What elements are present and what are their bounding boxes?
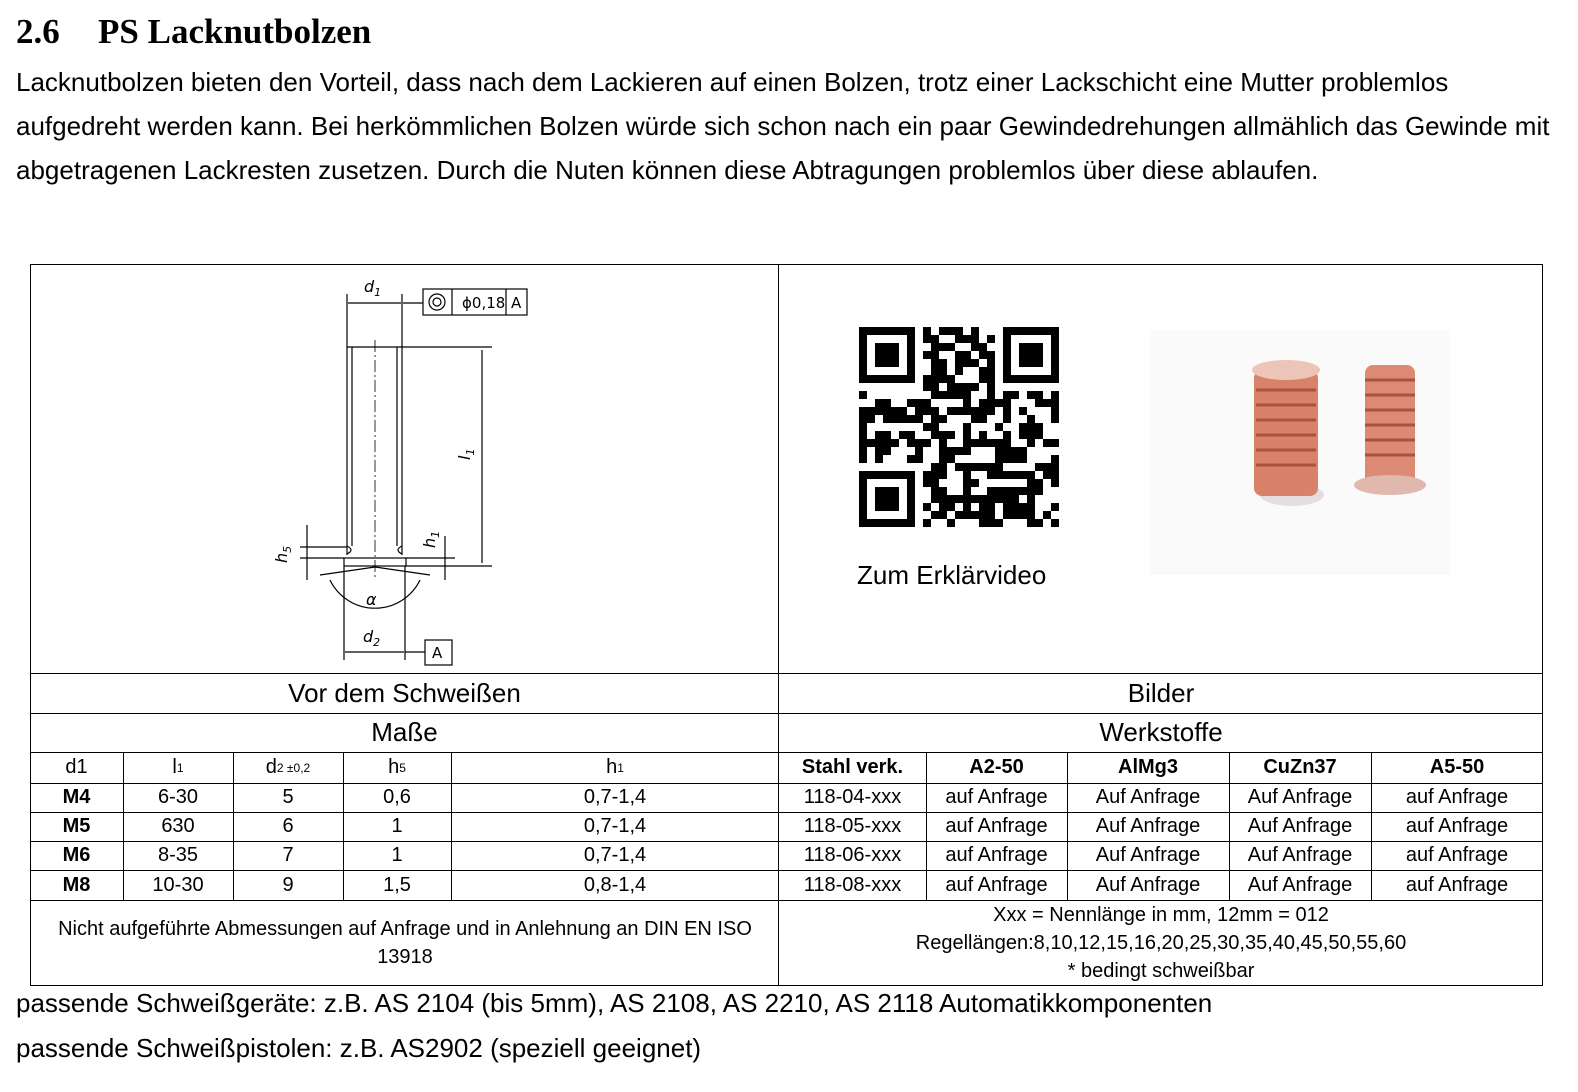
note-line: Xxx = Nennlänge in mm, 12mm = 012 [993,904,1329,926]
note-left: Nicht aufgeführte Abmessungen auf Anfrage und in Anlehnung an DIN EN ISO 13918 [58,918,752,968]
table-cell: auf Anfrage [1405,815,1509,837]
table-cell: Auf Anfrage [1247,815,1353,837]
table-cell: 0,6 [383,786,411,808]
table-cell: Auf Anfrage [1247,873,1353,896]
note-right [779,900,1543,986]
table-cell: Auf Anfrage [1247,786,1353,808]
table-cell: 118-05-xxx [803,815,902,837]
right-subheader: Werkstoffe [1099,717,1223,747]
table-cell: 9 [282,873,294,896]
table-cell: auf Anfrage [945,786,1048,808]
table-cell: 0,8-1,4 [583,873,647,896]
table-cell: Auf Anfrage [1095,815,1201,837]
label-h5: $h_5$ [272,545,294,563]
table-cell: 1,5 [383,873,411,896]
table-cell: 0,7-1,4 [583,815,647,837]
table-cell: 6 [282,815,294,837]
section-heading [16,12,371,52]
table-cell: 630 [161,815,195,837]
note-line: * bedingt schweißbar [1067,960,1255,982]
label-l1: $l_1$ [455,448,477,460]
column-header: h 5 [388,756,406,778]
section-title: PS Lacknutbolzen [98,12,372,51]
row-size-cell: M8 [62,873,91,896]
column-header: d 2 ±0,2 [265,756,311,778]
datum-box-label: A [432,644,443,662]
datum-label: A [511,294,522,312]
column-header: CuZn37 [1263,756,1337,778]
technical-drawing [270,270,530,670]
table-cell: 0,7-1,4 [583,786,647,808]
table-cell: auf Anfrage [945,873,1048,896]
table-cell: 7 [282,844,294,866]
table-cell: auf Anfrage [1405,844,1509,866]
table-cell: auf Anfrage [945,815,1048,837]
row-size-cell: M5 [62,815,91,837]
note-line: Regellängen:8,10,12,15,16,20,25,30,35,40,45,50,55,60 [915,932,1407,954]
row-size-cell: M6 [62,844,91,866]
qr-caption: Zum Erklärvideo [857,560,1047,590]
table-cell: 1 [391,815,403,837]
column-header: A5-50 [1429,756,1485,778]
section-number: 2.6 [16,12,60,51]
label-d1: $d_1$ [364,277,382,299]
column-header: l 1 [172,756,184,778]
intro-paragraph: Lacknutbolzen bieten den Vorteil, dass nach dem Lackieren auf einen Bolzen, trotz einer Lackschicht eine Mutter problemlos aufgedreht werden kann. Bei herkömmlichen Bolzen würde sich schon nach ein paar Gewindedrehungen allmählich das Gewinde mit abgetragenen Lackresten zusetzen. Durch die Nuten können diese Abtragungen problemlos über diese ablaufen. [16,67,1550,185]
left-header: Vor dem Schweißen [288,677,521,708]
label-d2: $d_2$ [363,627,381,649]
table-cell: 118-04-xxx [803,786,902,808]
column-header: AlMg3 [1118,756,1178,778]
right-header: Bilder [1127,677,1195,708]
table-cell: Auf Anfrage [1095,873,1201,896]
table-cell: auf Anfrage [1405,786,1509,808]
left-subheader: Maße [371,717,438,747]
label-alpha: α [366,590,377,609]
table-cell: Auf Anfrage [1095,786,1201,808]
column-header: d1 [65,756,88,778]
table-cell: 118-06-xxx [803,844,902,866]
table-cell: 6-30 [157,786,199,808]
tolerance-value: ϕ0,18 [462,294,506,312]
label-h1: $h_1$ [420,530,442,548]
column-header: h 1 [606,756,624,778]
table-cell: 8-35 [157,844,199,866]
footer-devices: passende Schweißgeräte: z.B. AS 2104 (bis 5mm), AS 2108, AS 2210, AS 2118 Automatikkomponenten [16,988,1213,1018]
product-photo [1150,330,1450,575]
footer-guns: passende Schweißpistolen: z.B. AS2902 (speziell geeignet) [16,1033,702,1063]
table-cell: 118-08-xxx [803,873,902,896]
table-cell: 1 [391,844,403,866]
table-cell: auf Anfrage [945,844,1048,866]
table-cell: Auf Anfrage [1095,844,1201,866]
table-cell: 0,7-1,4 [583,844,647,866]
column-header: A2-50 [969,756,1024,778]
table-cell: 5 [282,786,294,808]
table-cell: Auf Anfrage [1247,844,1353,866]
table-cell: 10-30 [152,873,204,896]
row-size-cell: M4 [62,786,91,808]
qr-code[interactable] [859,327,1061,529]
table-cell: auf Anfrage [1405,873,1509,896]
column-header: Stahl verk. [801,756,904,778]
